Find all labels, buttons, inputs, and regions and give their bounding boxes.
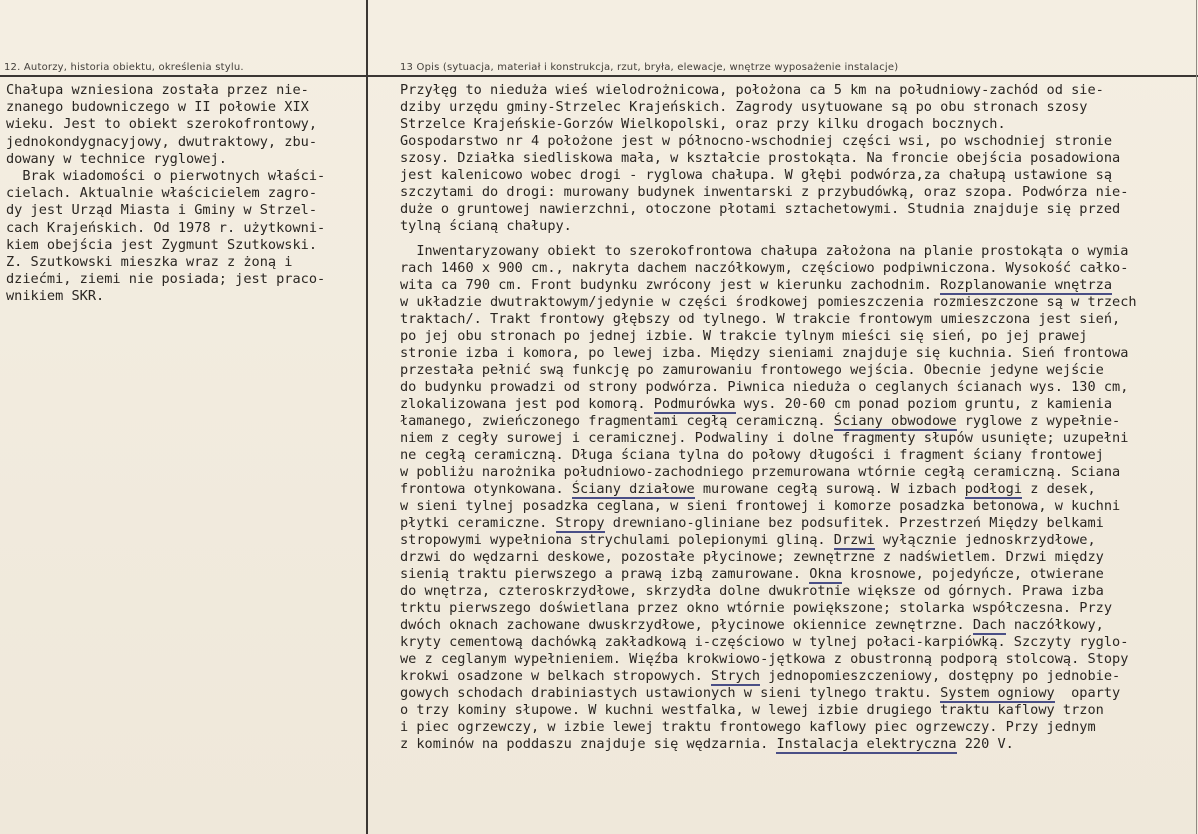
history-text-line: dy jest Urząd Miasta i Gminy w Strzel- <box>6 202 317 219</box>
text-segment: z kominów na poddaszu znajduje się wędzarnia. <box>400 736 777 752</box>
text-segment: i piec ogrzewczy, w izbie lewej traktu frontowego kaflowy piec ogrzewczy. Przy jednym <box>400 719 1096 735</box>
section-keyword: Stropy <box>555 515 605 531</box>
section-keyword: Drzwi <box>833 532 875 548</box>
page-edge <box>1196 0 1197 834</box>
text-segment: w sieni tylnej posadzka ceglana, w sieni frontowej i komorze posadzka betonowa, w kuchni <box>400 498 1121 514</box>
description-text-line <box>400 328 1196 345</box>
history-text-line: znanego budowniczego w II połowie XIX <box>6 99 309 116</box>
description-text-line <box>400 617 1196 634</box>
description-text-line <box>400 396 1196 413</box>
text-segment: wyłącznie jednoskrzydłowe, <box>874 532 1096 548</box>
history-text-line: dziećmi, ziemi nie posiada; jest praco- <box>6 271 326 288</box>
description-text-line <box>400 651 1196 668</box>
history-column <box>6 82 360 305</box>
description-text-line <box>400 549 1196 566</box>
text-segment: naczółkowy, <box>1005 617 1104 633</box>
text-segment: murowane cegłą surową. W izbach <box>694 481 965 497</box>
text-segment: rach 1460 x 900 cm., nakryta dachem naczółkowym, częściowo podpiwniczona. Wysokość całko- <box>400 260 1129 276</box>
text-segment: traktach/. Trakt frontowy głębszy od tylnego. W trakcie frontowym umieszczona jest sień, <box>400 311 1121 327</box>
section-keyword: Instalacja elektryczna <box>776 736 957 752</box>
text-segment: ryglowe z wypełnie- <box>956 413 1121 429</box>
text-segment: drzwi do wędzarni deskowe, pozostałe płycinowe; zewnętrzne z nadświetlem. Drzwi między <box>400 549 1104 565</box>
section-12-heading: 12. Autorzy, historia obiektu, określenia stylu. <box>4 62 244 73</box>
description-text-line: jest kalenicowo wobec drogi - ryglowa chałupa. W głębi podwórza,za chałupą ustawione są <box>400 167 1113 183</box>
description-text-line <box>400 702 1196 719</box>
text-segment: stronie izba i komora, po lewej izba. Między sieniami znajduje się kuchnia. Sień frontowa <box>400 345 1129 361</box>
text-segment: jednopomieszczeniowy, dostępny po jednobie- <box>760 668 1121 684</box>
section-keyword: podłogi <box>964 481 1023 497</box>
text-segment: frontowa otynkowana. <box>400 481 572 497</box>
text-segment: przestała pełnić swą funkcję po zamurowaniu frontowego wejścia. Obecnie jedyne wejście <box>400 362 1104 378</box>
text-segment: dwóch oknach zachowane dwuskrzydłowe, płycinowe okiennice zewnętrzne. <box>400 617 973 633</box>
text-segment: krosnowe, pojedyńcze, otwierane <box>841 566 1104 582</box>
history-text-line: cach Krajeńskich. Od 1978 r. użytkowni- <box>6 219 326 236</box>
description-text-line: tylną ścianą chałupy. <box>400 218 572 234</box>
history-text-line: jednokondygnacyjowy, dwutraktowy, zbu- <box>6 133 317 150</box>
description-text-line <box>400 515 1196 532</box>
description-text-line <box>400 719 1196 736</box>
section-keyword: Rozplanowanie wnętrza <box>940 277 1113 293</box>
text-segment: we z ceglanym wypełnieniem. Więźba krokwiowo-jętkowa z obustronną podporą stolcową. Stopy <box>400 651 1129 667</box>
description-text-line: szosy. Działka siedliskowa mała, w kształcie prostokąta. Na froncie obejścia posadowiona <box>400 150 1121 166</box>
description-text-line <box>400 345 1196 362</box>
section-keyword: Ściany obwodowe <box>833 413 957 429</box>
description-text-line <box>400 362 1196 379</box>
section-keyword: System ogniowy <box>940 685 1055 701</box>
description-column <box>400 82 1196 753</box>
history-text-line: Z. Szutkowski mieszka wraz z żoną i <box>6 253 293 270</box>
text-segment: wys. 20-60 cm ponad poziom gruntu, z kamienia <box>735 396 1113 412</box>
section-keyword: Okna <box>809 566 842 582</box>
description-text-line: Przyłęg to nieduża wieś wielodrożnicowa, położona ca 5 km na południowy-zachód od sie- <box>400 82 1104 98</box>
text-segment: kryty cementową dachówką zakładkową i-częściowo w tylnej połaci-karpiówką. Szczyty ryglo- <box>400 634 1129 650</box>
description-text-line: duże o gruntowej nawierzchni, otoczone płotami sztachetowymi. Studnia znajduje się przed <box>400 201 1121 217</box>
description-text-line <box>400 634 1196 651</box>
section-keyword: Ściany działowe <box>571 481 695 497</box>
history-text-line: dowany w technice ryglowej. <box>6 150 227 167</box>
text-segment: gowych schodach drabiniastych ustawionych w sieni tylnego traktu. <box>400 685 941 701</box>
text-segment: trktu pierwszego doświetlana przez okno wtórnie powiększone; stolarka współczesna. Przy <box>400 600 1113 616</box>
text-segment: z desek, <box>1022 481 1096 497</box>
description-text-line <box>400 260 1196 277</box>
description-text-line <box>400 532 1196 549</box>
paragraph-gap <box>400 235 1196 243</box>
text-segment: o trzy kominy słupowe. W kuchni westfalka, w lewej izbie drugiego traktu kaflowy trzon <box>400 702 1104 718</box>
text-segment: do budynku prowadzi od strony podwórza. Piwnica nieduża o ceglanych ścianach wys. 130 cm, <box>400 379 1129 395</box>
description-text-line <box>400 685 1196 702</box>
description-text-line: Gospodarstwo nr 4 położone jest w północno-wschodniej części wsi, po wschodniej stronie <box>400 133 1113 149</box>
description-text-line <box>400 583 1196 600</box>
text-segment: do wnętrza, czteroskrzydłowe, skrzydła dolne dwukrotnie większe od górnych. Prawa izba <box>400 583 1104 599</box>
history-text-line: Chałupa wzniesiona została przez nie- <box>6 82 309 98</box>
text-segment: łamanego, zwieńczonego fragmentami cegłą ceramiczną. <box>400 413 834 429</box>
text-segment: w pobliżu narożnika południowo-zachodniego przemurowana wtórnie cegłą ceramiczną. Sciana <box>400 464 1121 480</box>
header-rule <box>0 75 1198 77</box>
description-text-line <box>400 277 1196 294</box>
history-text-line: Brak wiadomości o pierwotnych właści- <box>6 167 326 184</box>
section-keyword: Dach <box>972 617 1006 633</box>
section-keyword: Podmurówka <box>653 396 736 412</box>
description-text-line <box>400 566 1196 583</box>
description-text-line <box>400 481 1196 498</box>
text-segment: ne cegłą ceramiczną. Długa ściana tylna do połowy długości i fragment ściany frontowej <box>400 447 1104 463</box>
description-text-line <box>400 413 1196 430</box>
section-13-heading: 13 Opis (sytuacja, materiał i konstrukcja, rzut, bryła, elewacje, wnętrze wyposażenie instalacje) <box>400 62 899 73</box>
description-text-line <box>400 294 1196 311</box>
description-text-line <box>400 668 1196 685</box>
text-segment: po jej obu stronach po jednej izbie. W trakcie tylnym mieści się sień, po jej prawej <box>400 328 1088 344</box>
description-text-line <box>400 311 1196 328</box>
text-segment: zlokalizowana jest pod komorą. <box>400 396 654 412</box>
description-text-line <box>400 600 1196 617</box>
column-divider <box>366 0 368 834</box>
text-segment: 220 V. <box>956 736 1014 752</box>
text-segment: sienią traktu pierwszego a prawą izbą zamurowane. <box>400 566 810 582</box>
history-text-line: wnikiem SKR. <box>6 288 105 305</box>
description-text-line: dziby urzędu gminy-Strzelec Krajeńskich. Zagrody usytuowane są po obu stronach szosy <box>400 99 1088 115</box>
description-text-line <box>400 379 1196 396</box>
history-text-line: wieku. Jest to obiekt szerokofrontowy, <box>6 116 317 133</box>
section-keyword: Strych <box>711 668 761 684</box>
description-text-line <box>400 430 1196 447</box>
text-segment: stropowymi wypełniona strychulami polepionymi gliną. <box>400 532 834 548</box>
text-segment: oparty <box>1054 685 1121 701</box>
description-text-line: szczytami do drogi: murowany budynek inwentarski z przybudówką, oraz szopa. Podwórza nie- <box>400 184 1129 200</box>
text-segment: płytki ceramiczne. <box>400 515 556 531</box>
description-text-line <box>400 243 1196 260</box>
text-segment: Inwentaryzowany obiekt to szerokofrontowa chałupa założona na planie prostokąta o wymia <box>400 243 1129 259</box>
description-text-line: Strzelce Krajeńskie-Gorzów Wielkopolski, oraz przy kilku drogach bocznych. <box>400 116 1006 132</box>
description-text-line <box>400 464 1196 481</box>
history-text-line: kiem obejścia jest Zygmunt Szutkowski. <box>6 236 317 253</box>
text-segment: w układzie dwutraktowym/jedynie w części środkowej pomieszczenia rozmieszczone są w trzech <box>400 294 1137 310</box>
description-text-line <box>400 736 1196 753</box>
description-text-line <box>400 498 1196 515</box>
text-segment: wita ca 790 cm. Front budynku zwrócony jest w kierunku zachodnim. <box>400 277 941 293</box>
text-segment: krokwi osadzone w belkach stropowych. <box>400 668 711 684</box>
text-segment: drewniano-gliniane bez podsufitek. Przestrzeń Między belkami <box>604 515 1104 531</box>
description-text-line <box>400 447 1196 464</box>
history-text-line: cielach. Aktualnie właścicielem zagro- <box>6 185 317 202</box>
text-segment: niem z cegły surowej i ceramicznej. Podwaliny i dolne fragmenty słupów usunięte; uzupełni <box>400 430 1129 446</box>
